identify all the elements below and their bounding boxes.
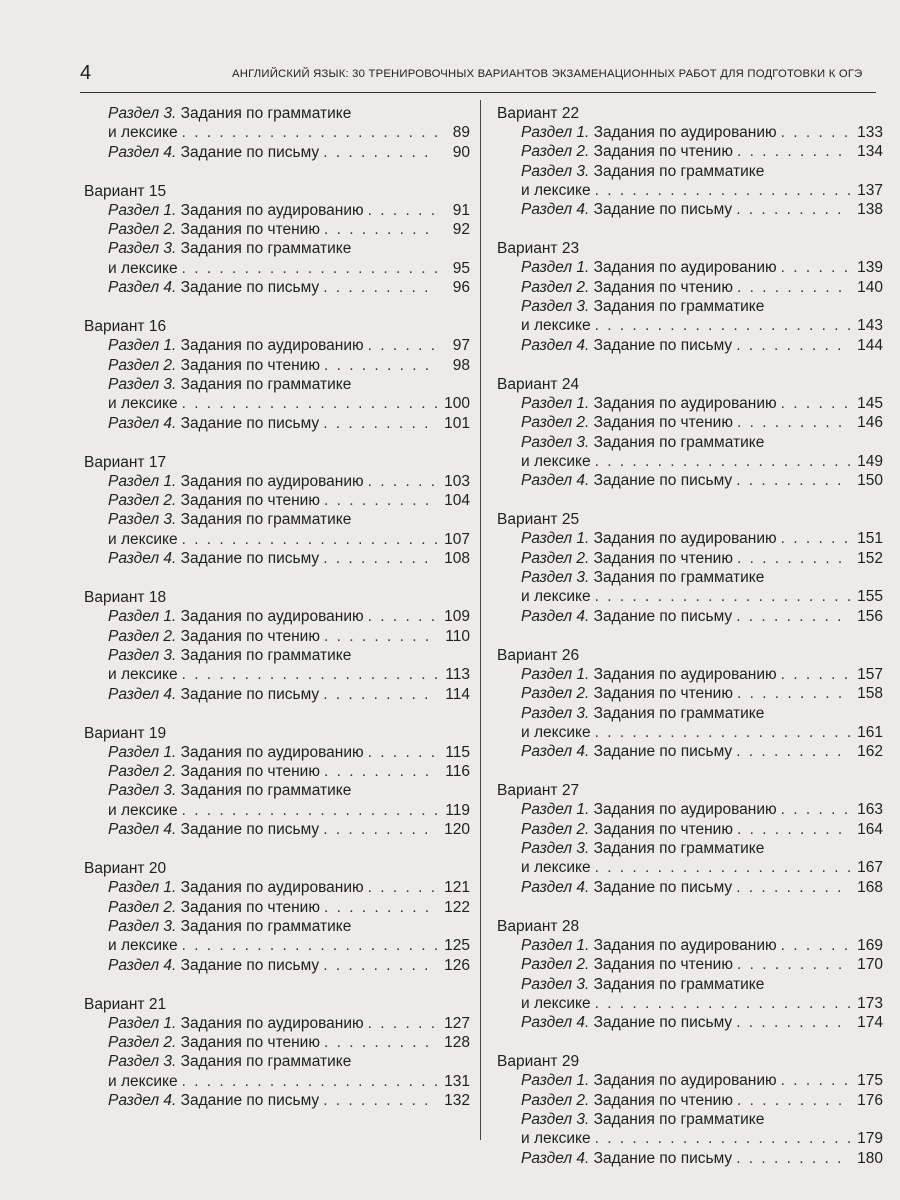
toc-variant-23 bbox=[493, 239, 883, 354]
toc-entry-section2: Раздел 2. Задания по чтению . . . 110 bbox=[80, 627, 470, 646]
dot-leader bbox=[736, 336, 851, 355]
page-ref: 149 bbox=[857, 452, 883, 470]
dot-leader bbox=[324, 898, 438, 917]
toc-entry-section3-cont: и лексике . . . 173 bbox=[493, 994, 883, 1013]
toc-entry-section4: Раздел 4. Задание по письму . . . 138 bbox=[493, 200, 883, 219]
toc-entry-section1: Раздел 1. Задания по аудированию . . . 127 bbox=[80, 1014, 470, 1033]
toc-entry-section1: Раздел 1. Задания по аудированию . . . 145 bbox=[493, 394, 883, 413]
variant-title: Вариант 29 bbox=[497, 1053, 580, 1071]
page-ref: 92 bbox=[452, 221, 470, 239]
dot-leader bbox=[182, 665, 438, 684]
page-ref: 174 bbox=[857, 1014, 883, 1032]
dot-leader bbox=[595, 181, 851, 200]
page-ref: 89 bbox=[452, 124, 470, 142]
dot-leader bbox=[323, 685, 438, 704]
dot-leader bbox=[324, 220, 438, 239]
page-ref: 109 bbox=[444, 608, 470, 626]
column-divider bbox=[480, 100, 481, 1140]
page-ref: 115 bbox=[445, 743, 470, 761]
dot-leader bbox=[737, 413, 851, 432]
page-ref: 103 bbox=[444, 472, 470, 490]
toc-variant-26 bbox=[493, 646, 883, 761]
page-ref: 180 bbox=[857, 1149, 883, 1167]
page-ref: 179 bbox=[857, 1130, 883, 1148]
page-ref: 100 bbox=[444, 395, 470, 413]
toc-entry-section1: Раздел 1. Задания по аудированию . . . 157 bbox=[493, 665, 883, 684]
page-ref: 144 bbox=[857, 336, 883, 354]
toc-entry-section4: Раздел 4. Задание по письму . . . 132 bbox=[80, 1091, 470, 1110]
page-ref: 104 bbox=[444, 492, 470, 510]
toc-entry-section3: Раздел 3. Задания по грамматике bbox=[108, 1053, 352, 1071]
toc-entry-section2: Раздел 2. Задания по чтению . . . 122 bbox=[80, 898, 470, 917]
page-ref: 132 bbox=[444, 1091, 470, 1109]
dot-leader bbox=[368, 336, 438, 355]
page-ref: 134 bbox=[857, 143, 883, 161]
toc-variant-29 bbox=[493, 1052, 883, 1167]
page-ref: 139 bbox=[857, 259, 883, 277]
page-ref: 158 bbox=[857, 685, 883, 703]
toc-variant-28 bbox=[493, 917, 883, 1032]
page-ref: 107 bbox=[444, 530, 470, 548]
dot-leader bbox=[595, 858, 851, 877]
page-ref: 137 bbox=[857, 181, 883, 199]
dot-leader bbox=[737, 955, 851, 974]
variant-title: Вариант 20 bbox=[84, 860, 167, 878]
page-ref: 133 bbox=[857, 124, 883, 141]
page-ref: 163 bbox=[857, 801, 883, 819]
page-ref: 152 bbox=[857, 549, 883, 567]
toc-entry-section4: Раздел 4. Задание по письму . . . 168 bbox=[493, 878, 883, 897]
toc-entry-section4: Раздел 4. Задание по письму . . . 120 bbox=[80, 820, 470, 839]
dot-leader bbox=[595, 452, 851, 471]
variant-title: Вариант 26 bbox=[497, 646, 580, 664]
page-ref: 98 bbox=[452, 356, 470, 374]
toc-entry-section1: Раздел 1. Задания по аудированию . . . 175 bbox=[493, 1071, 883, 1090]
variant-title: Вариант 21 bbox=[84, 995, 167, 1013]
page-ref: 96 bbox=[452, 279, 470, 297]
page-ref: 140 bbox=[857, 278, 883, 296]
toc-entry-section3: Раздел 3. Задания по грамматике bbox=[521, 704, 765, 722]
toc-left-column bbox=[80, 104, 470, 1130]
dot-leader bbox=[368, 607, 438, 626]
toc-entry-section4: Раздел 4. Задание по письму . . . 174 bbox=[493, 1013, 883, 1032]
dot-leader bbox=[781, 123, 851, 142]
toc-entry-section3-cont: и лексике . . . 100 bbox=[80, 394, 470, 413]
toc-entry-section3: Раздел 3. Задания по грамматике bbox=[521, 298, 765, 316]
toc-entry-section1: Раздел 1. Задания по аудированию . . . 103 bbox=[80, 472, 470, 491]
toc-variant-24 bbox=[493, 375, 883, 490]
toc-variant-19 bbox=[80, 724, 470, 839]
page-ref: 91 bbox=[452, 201, 470, 219]
dot-leader bbox=[182, 123, 438, 142]
page-ref: 127 bbox=[444, 1014, 470, 1032]
dot-leader bbox=[736, 607, 851, 626]
dot-leader bbox=[323, 956, 438, 975]
toc-entry-section2: Раздел 2. Задания по чтению . . . 134 bbox=[493, 142, 883, 161]
page-ref: 176 bbox=[857, 1091, 883, 1109]
toc-entry-section2: Раздел 2. Задания по чтению . . . 164 bbox=[493, 820, 883, 839]
dot-leader bbox=[182, 936, 438, 955]
variant-title: Вариант 28 bbox=[497, 917, 580, 935]
dot-leader bbox=[737, 549, 851, 568]
toc-entry-section1: Раздел 1. Задания по аудированию . . . 163 bbox=[493, 800, 883, 819]
toc-entry-section4: Раздел 4. Задание по письму . . . 101 bbox=[80, 414, 470, 433]
dot-leader bbox=[324, 356, 438, 375]
page-ref: 114 bbox=[445, 685, 470, 703]
dot-leader bbox=[736, 878, 851, 897]
dot-leader bbox=[781, 529, 851, 548]
variant-title: Вариант 23 bbox=[497, 240, 580, 258]
dot-leader bbox=[182, 259, 438, 278]
dot-leader bbox=[781, 665, 851, 684]
toc-entry-section3: Раздел 3. Задания по грамматике bbox=[108, 646, 352, 664]
toc-entry-section3: Раздел 3. Задания по грамматике bbox=[521, 975, 765, 993]
toc-entry-section2: Раздел 2. Задания по чтению . . . 128 bbox=[80, 1033, 470, 1052]
dot-leader bbox=[182, 394, 438, 413]
toc-variant-17 bbox=[80, 453, 470, 568]
toc-entry-section3: Раздел 3. Задания по грамматике bbox=[108, 782, 352, 800]
toc-entry-section4: Раздел 4. Задание по письму . . . 180 bbox=[493, 1149, 883, 1168]
dot-leader bbox=[182, 1072, 438, 1091]
page-ref: 175 bbox=[857, 1072, 883, 1090]
toc-entry-section2: Раздел 2. Задания по чтению . . . 170 bbox=[493, 955, 883, 974]
page-ref: 162 bbox=[857, 743, 883, 761]
toc-entry-section1: Раздел 1. Задания по аудированию . . . 115 bbox=[80, 743, 470, 762]
toc-entry-section4: Раздел 4. Задание по письму . . . 108 bbox=[80, 549, 470, 568]
variant-title: Вариант 24 bbox=[497, 375, 580, 393]
dot-leader bbox=[368, 201, 438, 220]
toc-entry-section4: Раздел 4. Задание по письму . . . 90 bbox=[80, 143, 470, 162]
dot-leader bbox=[781, 936, 851, 955]
page-ref: 161 bbox=[857, 723, 883, 741]
toc-entry-section4: Раздел 4. Задание по письму . . . 114 bbox=[80, 685, 470, 704]
page-ref: 168 bbox=[857, 878, 883, 896]
dot-leader bbox=[595, 723, 851, 742]
dot-leader bbox=[737, 1091, 851, 1110]
toc-entry-section1: Раздел 1. Задания по аудированию . . . 91 bbox=[80, 201, 470, 220]
toc-variant-18 bbox=[80, 588, 470, 703]
toc-entry-section1: Раздел 1. Задания по аудированию . . . 133 bbox=[493, 123, 883, 142]
page-ref: 113 bbox=[445, 666, 470, 684]
page-ref: 125 bbox=[444, 937, 470, 955]
variant-title: Вариант 16 bbox=[84, 318, 167, 336]
toc-entry-section3: Раздел 3. Задания по грамматике bbox=[521, 162, 765, 180]
variant-title: Вариант 25 bbox=[497, 511, 580, 529]
toc-entry-section1: Раздел 1. Задания по аудированию . . . 169 bbox=[493, 936, 883, 955]
variant-title: Вариант 22 bbox=[497, 105, 580, 122]
dot-leader bbox=[595, 994, 851, 1013]
toc-entry-section3-cont: и лексике . . . 137 bbox=[493, 181, 883, 200]
toc-entry-section1: Раздел 1. Задания по аудированию . . . 97 bbox=[80, 336, 470, 355]
dot-leader bbox=[781, 800, 851, 819]
dot-leader bbox=[781, 1071, 851, 1090]
page-ref: 119 bbox=[445, 801, 470, 819]
toc-entry-section1: Раздел 1. Задания по аудированию . . . 109 bbox=[80, 607, 470, 626]
dot-leader bbox=[324, 491, 438, 510]
page-ref: 169 bbox=[857, 936, 883, 954]
toc-variant-20 bbox=[80, 859, 470, 974]
toc-entry-section3-cont: и лексике . . . 95 bbox=[80, 259, 470, 278]
toc-entry-section1: Раздел 1. Задания по аудированию . . . 139 bbox=[493, 258, 883, 277]
page-ref: 101 bbox=[444, 414, 470, 432]
toc-entry-section3: Раздел 3. Задания по грамматике bbox=[108, 240, 352, 258]
toc-entry-section2: Раздел 2. Задания по чтению . . . 92 bbox=[80, 220, 470, 239]
page-ref: 116 bbox=[445, 763, 470, 781]
toc-entry-section3-cont: и лексике . . . 125 bbox=[80, 936, 470, 955]
variant-title: Вариант 15 bbox=[84, 182, 167, 200]
variant-title: Вариант 18 bbox=[84, 589, 167, 607]
toc-entry-section2: Раздел 2. Задания по чтению . . . 116 bbox=[80, 762, 470, 781]
toc-entry-section3-cont: и лексике . . . 167 bbox=[493, 858, 883, 877]
toc-entry-section2: Раздел 2. Задания по чтению . . . 104 bbox=[80, 491, 470, 510]
dot-leader bbox=[736, 200, 851, 219]
toc-entry-section3-cont: и лексике . . . 113 bbox=[80, 665, 470, 684]
page-ref: 110 bbox=[445, 627, 470, 645]
toc-right-column bbox=[493, 104, 883, 1188]
toc-entry-section2: Раздел 2. Задания по чтению . . . 98 bbox=[80, 356, 470, 375]
dot-leader bbox=[368, 1014, 438, 1033]
toc-entry-section2: Раздел 2. Задания по чтению . . . 176 bbox=[493, 1091, 883, 1110]
dot-leader bbox=[737, 820, 851, 839]
toc-entry-section2: Раздел 2. Задания по чтению . . . 152 bbox=[493, 549, 883, 568]
dot-leader bbox=[736, 471, 851, 490]
page-ref: 155 bbox=[857, 588, 883, 606]
dot-leader bbox=[368, 472, 438, 491]
toc-entry-section3: Раздел 3. Задания по грамматике bbox=[521, 840, 765, 858]
toc-entry-section3-cont: и лексике . . . 149 bbox=[493, 452, 883, 471]
page-ref: 157 bbox=[857, 665, 883, 683]
variant-title: Вариант 27 bbox=[497, 782, 580, 800]
page-ref: 108 bbox=[444, 550, 470, 568]
page-ref: 150 bbox=[857, 472, 883, 490]
dot-leader bbox=[182, 530, 438, 549]
toc-block-continued bbox=[80, 104, 470, 162]
toc-entry-section3: Раздел 3. Задания по грамматике bbox=[108, 375, 352, 393]
toc-variant-16 bbox=[80, 317, 470, 432]
toc-entry-section4: Раздел 4. Задание по письму . . . 156 bbox=[493, 607, 883, 626]
toc-entry-section3-cont: и лексике . . . 161 bbox=[493, 723, 883, 742]
page-ref: 173 bbox=[857, 994, 883, 1012]
toc-entry-section3: Раздел 3. Задания по грамматике bbox=[521, 433, 765, 451]
dot-leader bbox=[737, 684, 851, 703]
page-ref: 143 bbox=[857, 317, 883, 335]
toc-entry-section3: Раздел 3. Задания по грамматике bbox=[521, 1110, 765, 1128]
toc-entry-section3-cont: и лексике . . . 131 bbox=[80, 1072, 470, 1091]
toc-entry-section3: Раздел 3. Задания по грамматике bbox=[108, 917, 352, 935]
variant-title: Вариант 19 bbox=[84, 724, 167, 742]
page-ref: 146 bbox=[857, 414, 883, 432]
dot-leader bbox=[781, 394, 851, 413]
dot-leader bbox=[324, 1033, 438, 1052]
dot-leader bbox=[368, 743, 438, 762]
dot-leader bbox=[736, 1013, 851, 1032]
variant-title: Вариант 17 bbox=[84, 453, 167, 471]
toc-entry-section3: Раздел 3. Задания по грамматике bbox=[108, 511, 352, 529]
dot-leader bbox=[595, 1129, 851, 1148]
dot-leader bbox=[323, 278, 438, 297]
dot-leader bbox=[323, 549, 438, 568]
page-ref: 164 bbox=[857, 820, 883, 838]
toc-entry-section2: Раздел 2. Задания по чтению . . . 158 bbox=[493, 684, 883, 703]
toc-entry-section4: Раздел 4. Задание по письму . . . 150 bbox=[493, 471, 883, 490]
dot-leader bbox=[781, 258, 851, 277]
dot-leader bbox=[736, 742, 851, 761]
dot-leader bbox=[323, 143, 438, 162]
dot-leader bbox=[323, 1091, 438, 1110]
toc-variant-27 bbox=[493, 781, 883, 896]
page-ref: 145 bbox=[857, 394, 883, 412]
toc-entry-section3-cont: и лексике . . . 179 bbox=[493, 1129, 883, 1148]
toc-variant-21 bbox=[80, 995, 470, 1110]
dot-leader bbox=[324, 762, 438, 781]
page-ref: 167 bbox=[857, 859, 883, 877]
page-ref: 126 bbox=[444, 956, 470, 974]
dot-leader bbox=[595, 587, 851, 606]
page-ref: 90 bbox=[452, 143, 470, 161]
page-ref: 128 bbox=[444, 1034, 470, 1052]
page-number: 4 bbox=[80, 62, 92, 84]
toc-entry-section1: Раздел 1. Задания по аудированию . . . 151 bbox=[493, 529, 883, 548]
dot-leader bbox=[736, 1149, 851, 1168]
running-title: АНГЛИЙСКИЙ ЯЗЫК: 30 ТРЕНИРОВОЧНЫХ ВАРИАНТОВ ЭКЗАМЕНАЦИОННЫХ РАБОТ ДЛЯ ПОДГОТОВКИ К ОГЭ bbox=[232, 68, 863, 80]
dot-leader bbox=[368, 878, 438, 897]
toc-entry-section3: Раздел 3. Задания по грамматике bbox=[521, 569, 765, 587]
toc-entry-section3-cont: и лексике . . . 107 bbox=[80, 530, 470, 549]
page-ref: 122 bbox=[444, 898, 470, 916]
toc-entry-section4: Раздел 4. Задание по письму . . . 144 bbox=[493, 336, 883, 355]
page-ref: 121 bbox=[444, 879, 470, 897]
toc-variant-25 bbox=[493, 510, 883, 625]
dot-leader bbox=[737, 278, 851, 297]
toc-variant-22 bbox=[493, 104, 883, 219]
dot-leader bbox=[182, 801, 438, 820]
toc-entry-section1: Раздел 1. Задания по аудированию . . . 121 bbox=[80, 878, 470, 897]
dot-leader bbox=[323, 414, 438, 433]
page-ref: 120 bbox=[444, 821, 470, 839]
dot-leader bbox=[595, 316, 851, 335]
dot-leader bbox=[323, 820, 438, 839]
page-ref: 156 bbox=[857, 607, 883, 625]
toc-entry-section3-cont: и лексике . . . 119 bbox=[80, 801, 470, 820]
toc-entry-section3-cont: и лексике . . . 155 bbox=[493, 587, 883, 606]
toc-entry-section3-cont: и лексике . . . 89 bbox=[80, 123, 470, 142]
toc-entry-section4: Раздел 4. Задание по письму . . . 162 bbox=[493, 742, 883, 761]
toc-entry-section2: Раздел 2. Задания по чтению . . . 146 bbox=[493, 413, 883, 432]
page-ref: 95 bbox=[452, 259, 470, 277]
page-ref: 131 bbox=[444, 1072, 470, 1090]
toc-entry-section4: Раздел 4. Задание по письму . . . 126 bbox=[80, 956, 470, 975]
toc-variant-15 bbox=[80, 182, 470, 297]
page-ref: 170 bbox=[857, 956, 883, 974]
page-ref: 151 bbox=[857, 530, 883, 548]
toc-entry-section2: Раздел 2. Задания по чтению . . . 140 bbox=[493, 278, 883, 297]
dot-leader bbox=[324, 627, 438, 646]
toc-entry-section4: Раздел 4. Задание по письму . . . 96 bbox=[80, 278, 470, 297]
page-ref: 138 bbox=[857, 201, 883, 219]
toc-entry-section3: Раздел 3. Задания по грамматике bbox=[108, 105, 352, 122]
page-ref: 97 bbox=[452, 337, 470, 355]
dot-leader bbox=[737, 142, 851, 161]
header-rule bbox=[80, 92, 876, 93]
toc-entry-section3-cont: и лексике . . . 143 bbox=[493, 316, 883, 335]
